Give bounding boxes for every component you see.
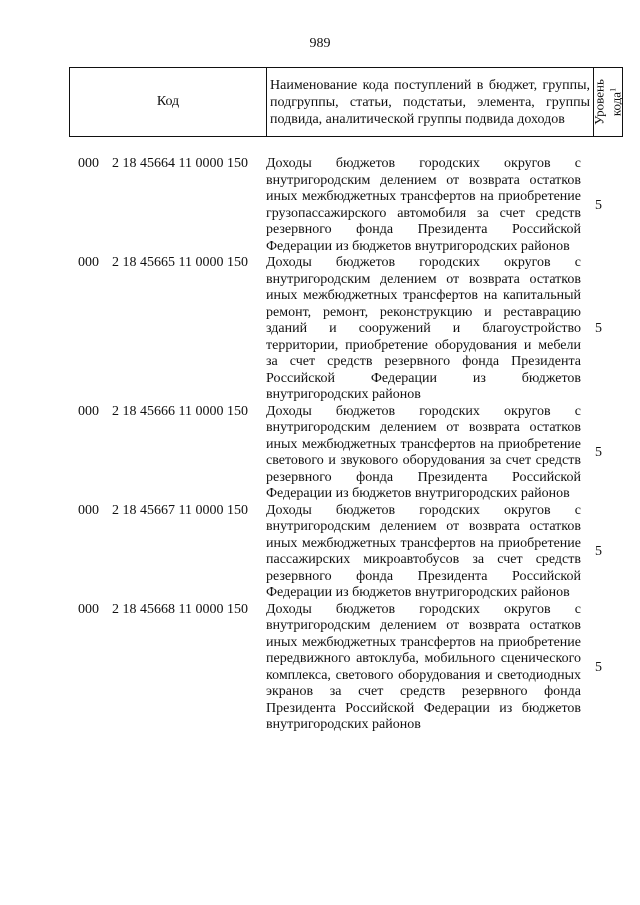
- header-name: Наименование кода поступлений в бюджет, группы, подгруппы, статьи, подстатьи, элемента, группы подвида, аналитической группы подвида доходов: [267, 68, 594, 137]
- header-level-footnote: 1: [608, 87, 618, 92]
- table-row: [0, 404, 640, 503]
- row-name: Доходы бюджетов городских округов с внутригородским делением от возврата остатков иных межбюджетных трансфертов на приобретение передвижного автоклуба, мобильного сценического комплекса, светового оборудования и светодиодных экранов за счет средств резервного фонда Президента Российской Федерации из бюджетов внутригородских районов: [266, 601, 581, 732]
- row-level: 5: [595, 321, 602, 337]
- row-code: 2 18 45668 11 0000 150: [112, 601, 248, 617]
- table-row: [0, 602, 640, 734]
- row-prefix: 000: [78, 502, 99, 518]
- row-name: Доходы бюджетов городских округов с внутригородским делением от возврата остатков иных межбюджетных трансфертов на приобретение грузопассажирского автомобиля за счет средств резервного фонда Президента Российской Федерации из бюджетов внутригородских районов: [266, 156, 581, 254]
- row-prefix: 000: [78, 601, 99, 617]
- row-name: Доходы бюджетов городских округов с внутригородским делением от возврата остатков иных межбюджетных трансфертов на приобретение светового и звукового оборудования за счет средств резервного фонда Президента Российской Федерации из бюджетов внутригородских районов: [266, 403, 581, 501]
- row-name: Доходы бюджетов городских округов с внутригородским делением от возврата остатков иных межбюджетных трансфертов на капитальный ремонт, ремонт, реконструкцию и реставрацию зданий и сооружений и благоустройство территории, приобретение оборудования и мебели за счет средств резервного фонда Президента Российской Федерации из бюджетов внутригородских районов: [266, 255, 581, 402]
- table-row: [0, 156, 640, 255]
- row-code: 2 18 45666 11 0000 150: [112, 403, 248, 419]
- header-level-label: [592, 79, 623, 125]
- header-level-line1: Уровень: [591, 79, 607, 125]
- table-row: [0, 503, 640, 602]
- row-level: 5: [595, 659, 602, 675]
- row-prefix: 000: [78, 403, 99, 419]
- code-list: [0, 156, 640, 734]
- header-code: Код: [70, 68, 267, 137]
- row-code: 2 18 45667 11 0000 150: [112, 502, 248, 518]
- row-level: 5: [595, 445, 602, 460]
- row-prefix: 000: [78, 156, 99, 171]
- table-header: [69, 67, 623, 137]
- page-number: 989: [309, 36, 331, 51]
- header-level-line2: кода: [608, 91, 624, 117]
- row-code: 2 18 45664 11 0000 150: [112, 156, 248, 171]
- row-level: 5: [595, 544, 602, 559]
- row-code: 2 18 45665 11 0000 150: [112, 255, 248, 270]
- row-level: 5: [595, 197, 602, 213]
- row-prefix: 000: [78, 255, 99, 270]
- row-name: Доходы бюджетов городских округов с внутригородским делением от возврата остатков иных межбюджетных трансфертов на приобретение пассажирских микроавтобусов за счет средств резервного фонда Президента Российской Федерации из бюджетов внутригородских районов: [266, 502, 581, 600]
- header-level: [591, 68, 624, 137]
- table-row: [0, 255, 640, 404]
